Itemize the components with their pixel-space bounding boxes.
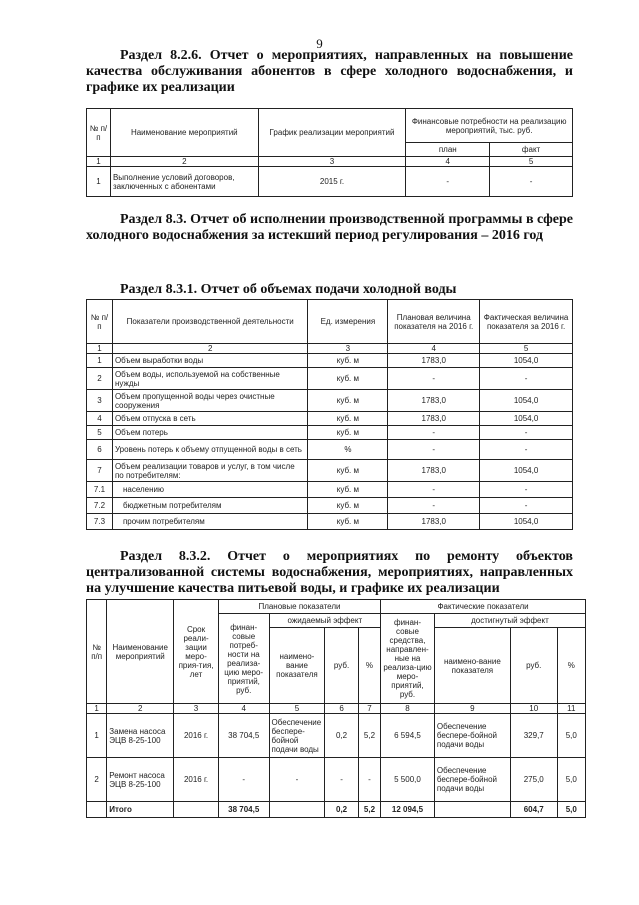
header-fact: Фактическая величина показателя за 2016 г.: [480, 300, 573, 344]
colnum: 7: [358, 704, 380, 714]
cell-eff-name: Обеспечение беспере-бойной подачи воды: [269, 714, 325, 758]
cell-unit: куб. м: [308, 460, 388, 482]
colnum: 3: [258, 157, 406, 167]
header-plan: план: [406, 143, 490, 157]
cell-name: Ремонт насоса ЭЦВ 8-25-100: [107, 758, 174, 802]
table-row: [87, 514, 573, 530]
cell-unit: %: [308, 440, 388, 460]
header-actual: Фактические показатели: [381, 600, 586, 614]
header-pct: %: [557, 628, 585, 704]
total-pct: 5,2: [358, 802, 380, 818]
section-8-3-heading: [86, 212, 573, 244]
colnum: 3: [174, 704, 219, 714]
cell-fin-fact: 5 500,0: [381, 758, 435, 802]
cell-plan: 1783,0: [388, 514, 480, 530]
cell-num: 6: [87, 440, 113, 460]
section-8-3-2-heading: [86, 549, 573, 597]
total-achieved-rub: 604,7: [510, 802, 557, 818]
cell-name: Объем воды, используемой на собственные нужды: [112, 368, 308, 390]
section-8-2-6-title: Раздел 8.2.6. Отчет о мероприятиях, направленных на повышение качества обслуживания абонентов в сфере холодного водоснабжения, и графике их реализации: [86, 48, 573, 95]
total-label: Итого: [107, 802, 174, 818]
header-plan: Плановая величина показателя на 2016 г.: [388, 300, 480, 344]
cell-name: Уровень потерь к объему отпущенной воды в сеть: [112, 440, 308, 460]
header-fin: Финансовые потребности на реализацию мероприятий, тыс. руб.: [406, 109, 573, 143]
page-number: 9: [316, 36, 323, 51]
cell-name: Объем отпуска в сеть: [112, 412, 308, 426]
cell-name: Объем выработки воды: [112, 354, 308, 368]
header-term: Срок реали-зации меро-прия-тия, лет: [174, 600, 219, 704]
cell-plan: -: [388, 482, 480, 498]
colnum: 2: [112, 344, 308, 354]
cell-unit: куб. м: [308, 498, 388, 514]
cell-num: 3: [87, 390, 113, 412]
cell-achieved-name: Обеспечение беспере-бойной подачи воды: [434, 758, 510, 802]
colnum: 3: [308, 344, 388, 354]
cell-unit: куб. м: [308, 482, 388, 498]
section-8-3-1-title: Раздел 8.3.1. Отчет об объемах подачи холодной воды: [120, 282, 457, 297]
table-row: [87, 714, 586, 758]
table-row: [87, 412, 573, 426]
header-schedule: График реализации мероприятий: [258, 109, 406, 157]
cell-plan: 1783,0: [388, 460, 480, 482]
cell-plan: -: [388, 426, 480, 440]
cell-term: 2016 г.: [174, 758, 219, 802]
table-row: [87, 460, 573, 482]
table-row: [87, 354, 573, 368]
colnum: 9: [434, 704, 510, 714]
colnum: 10: [510, 704, 557, 714]
cell-unit: куб. м: [308, 514, 388, 530]
cell-term: [174, 802, 219, 818]
cell-fin-fact: 6 594,5: [381, 714, 435, 758]
section-8-3-2-title: Раздел 8.3.2. Отчет о мероприятиях по ремонту объектов централизованной системы водоснабжения, мероприятиях, направленных на улучшение качества питьевой воды, и графике их реализации: [86, 549, 573, 596]
cell-plan: 1783,0: [388, 354, 480, 368]
total-achieved-pct: 5,0: [557, 802, 585, 818]
section-8-2-6-heading: [86, 48, 573, 96]
cell-pct: 5,2: [358, 714, 380, 758]
cell-plan: 1783,0: [388, 412, 480, 426]
section-8-3-1-heading: [86, 282, 573, 298]
total-rub: 0,2: [325, 802, 358, 818]
cell-achieved-pct: 5,0: [557, 714, 585, 758]
cell-num: 1: [87, 354, 113, 368]
table-row: [87, 368, 573, 390]
header-eff-name: наимено-вание показателя: [269, 628, 325, 704]
cell-num: 1: [87, 167, 111, 197]
table-row: [87, 426, 573, 440]
cell-rub: -: [325, 758, 358, 802]
colnum: 11: [557, 704, 585, 714]
cell-achieved-rub: 275,0: [510, 758, 557, 802]
cell-plan: -: [406, 167, 490, 197]
header-num: № п/п: [87, 600, 107, 704]
cell-num: 7.3: [87, 514, 113, 530]
cell-name: Выполнение условий договоров, заключенных с абонентами: [110, 167, 258, 197]
section-8-3-title: Раздел 8.3. Отчет об исполнении производственной программы в сфере холодного водоснабжения за истекший период регулирования – 2016 год: [86, 212, 573, 243]
cell-name: населению: [112, 482, 308, 498]
total-fin-plan: 38 704,5: [218, 802, 269, 818]
table-row: [87, 482, 573, 498]
cell-unit: куб. м: [308, 354, 388, 368]
header-expected: ожидаемый эффект: [269, 614, 381, 628]
header-num: № п/п: [87, 300, 113, 344]
cell-name: Замена насоса ЭЦВ 8-25-100: [107, 714, 174, 758]
colnum: 1: [87, 704, 107, 714]
header-fact: факт: [490, 143, 573, 157]
cell-fact: -: [480, 368, 573, 390]
cell-name: Объем реализации товаров и услуг, в том числе по потребителям:: [112, 460, 308, 482]
cell-unit: куб. м: [308, 426, 388, 440]
cell-num: 5: [87, 426, 113, 440]
cell-achieved-name: [434, 802, 510, 818]
cell-fact: 1054,0: [480, 354, 573, 368]
cell-num: 7: [87, 460, 113, 482]
cell-num: 2: [87, 758, 107, 802]
cell-name: Объем пропущенной воды через очистные сооружения: [112, 390, 308, 412]
cell-fact: -: [490, 167, 573, 197]
cell-fin-plan: 38 704,5: [218, 714, 269, 758]
cell-plan: 1783,0: [388, 390, 480, 412]
cell-achieved-name: Обеспечение беспере-бойной подачи воды: [434, 714, 510, 758]
table-8-2-6: [86, 108, 573, 197]
cell-fact: 1054,0: [480, 514, 573, 530]
cell-achieved-rub: 329,7: [510, 714, 557, 758]
cell-fact: -: [480, 426, 573, 440]
cell-unit: куб. м: [308, 368, 388, 390]
cell-num: [87, 802, 107, 818]
header-pct: %: [358, 628, 380, 704]
table-8-3-2: [86, 599, 586, 818]
header-name: Наименование мероприятий: [107, 600, 174, 704]
total-fin-fact: 12 094,5: [381, 802, 435, 818]
header-num: № п/п: [87, 109, 111, 157]
colnum: 2: [110, 157, 258, 167]
cell-num: 2: [87, 368, 113, 390]
table-8-3-1: [86, 299, 573, 530]
header-name: Наименование мероприятий: [110, 109, 258, 157]
colnum: 4: [406, 157, 490, 167]
header-rub: руб.: [510, 628, 557, 704]
colnum: 5: [490, 157, 573, 167]
total-row: [87, 802, 586, 818]
colnum: 4: [388, 344, 480, 354]
table-row: [87, 440, 573, 460]
cell-fact: 1054,0: [480, 390, 573, 412]
colnum: 2: [107, 704, 174, 714]
cell-name: Объем потерь: [112, 426, 308, 440]
cell-fact: -: [480, 440, 573, 460]
header-fin-plan: финан-совые потреб-ности на реализа-цию меро-приятий, руб.: [218, 614, 269, 704]
cell-plan: -: [388, 440, 480, 460]
colnum: 5: [269, 704, 325, 714]
cell-eff-name: [269, 802, 325, 818]
header-indicator: Показатели производственной деятельности: [112, 300, 308, 344]
cell-unit: куб. м: [308, 390, 388, 412]
cell-num: 7.2: [87, 498, 113, 514]
cell-fin-plan: -: [218, 758, 269, 802]
table-row: [87, 758, 586, 802]
table-row: [87, 167, 573, 197]
colnum: 4: [218, 704, 269, 714]
colnum: 1: [87, 157, 111, 167]
table-row: [87, 498, 573, 514]
header-rub: руб.: [325, 628, 358, 704]
cell-num: 1: [87, 714, 107, 758]
header-eff-name: наимено-вание показателя: [434, 628, 510, 704]
cell-schedule: 2015 г.: [258, 167, 406, 197]
colnum: 1: [87, 344, 113, 354]
cell-num: 4: [87, 412, 113, 426]
cell-fact: -: [480, 498, 573, 514]
cell-fact: -: [480, 482, 573, 498]
cell-name: бюджетным потребителям: [112, 498, 308, 514]
cell-name: прочим потребителям: [112, 514, 308, 530]
header-achieved: достигнутый эффект: [434, 614, 585, 628]
cell-eff-name: -: [269, 758, 325, 802]
cell-achieved-pct: 5,0: [557, 758, 585, 802]
cell-rub: 0,2: [325, 714, 358, 758]
cell-plan: -: [388, 498, 480, 514]
cell-num: 7.1: [87, 482, 113, 498]
cell-unit: куб. м: [308, 412, 388, 426]
cell-pct: -: [358, 758, 380, 802]
header-fin-fact: финан-совые средства, направлен-ные на реализа-цию меро-приятий, руб.: [381, 614, 435, 704]
header-unit: Ед. измерения: [308, 300, 388, 344]
colnum: 6: [325, 704, 358, 714]
cell-plan: -: [388, 368, 480, 390]
header-planned: Плановые показатели: [218, 600, 380, 614]
colnum: 5: [480, 344, 573, 354]
colnum: 8: [381, 704, 435, 714]
cell-fact: 1054,0: [480, 412, 573, 426]
cell-term: 2016 г.: [174, 714, 219, 758]
cell-fact: 1054,0: [480, 460, 573, 482]
table-row: [87, 390, 573, 412]
